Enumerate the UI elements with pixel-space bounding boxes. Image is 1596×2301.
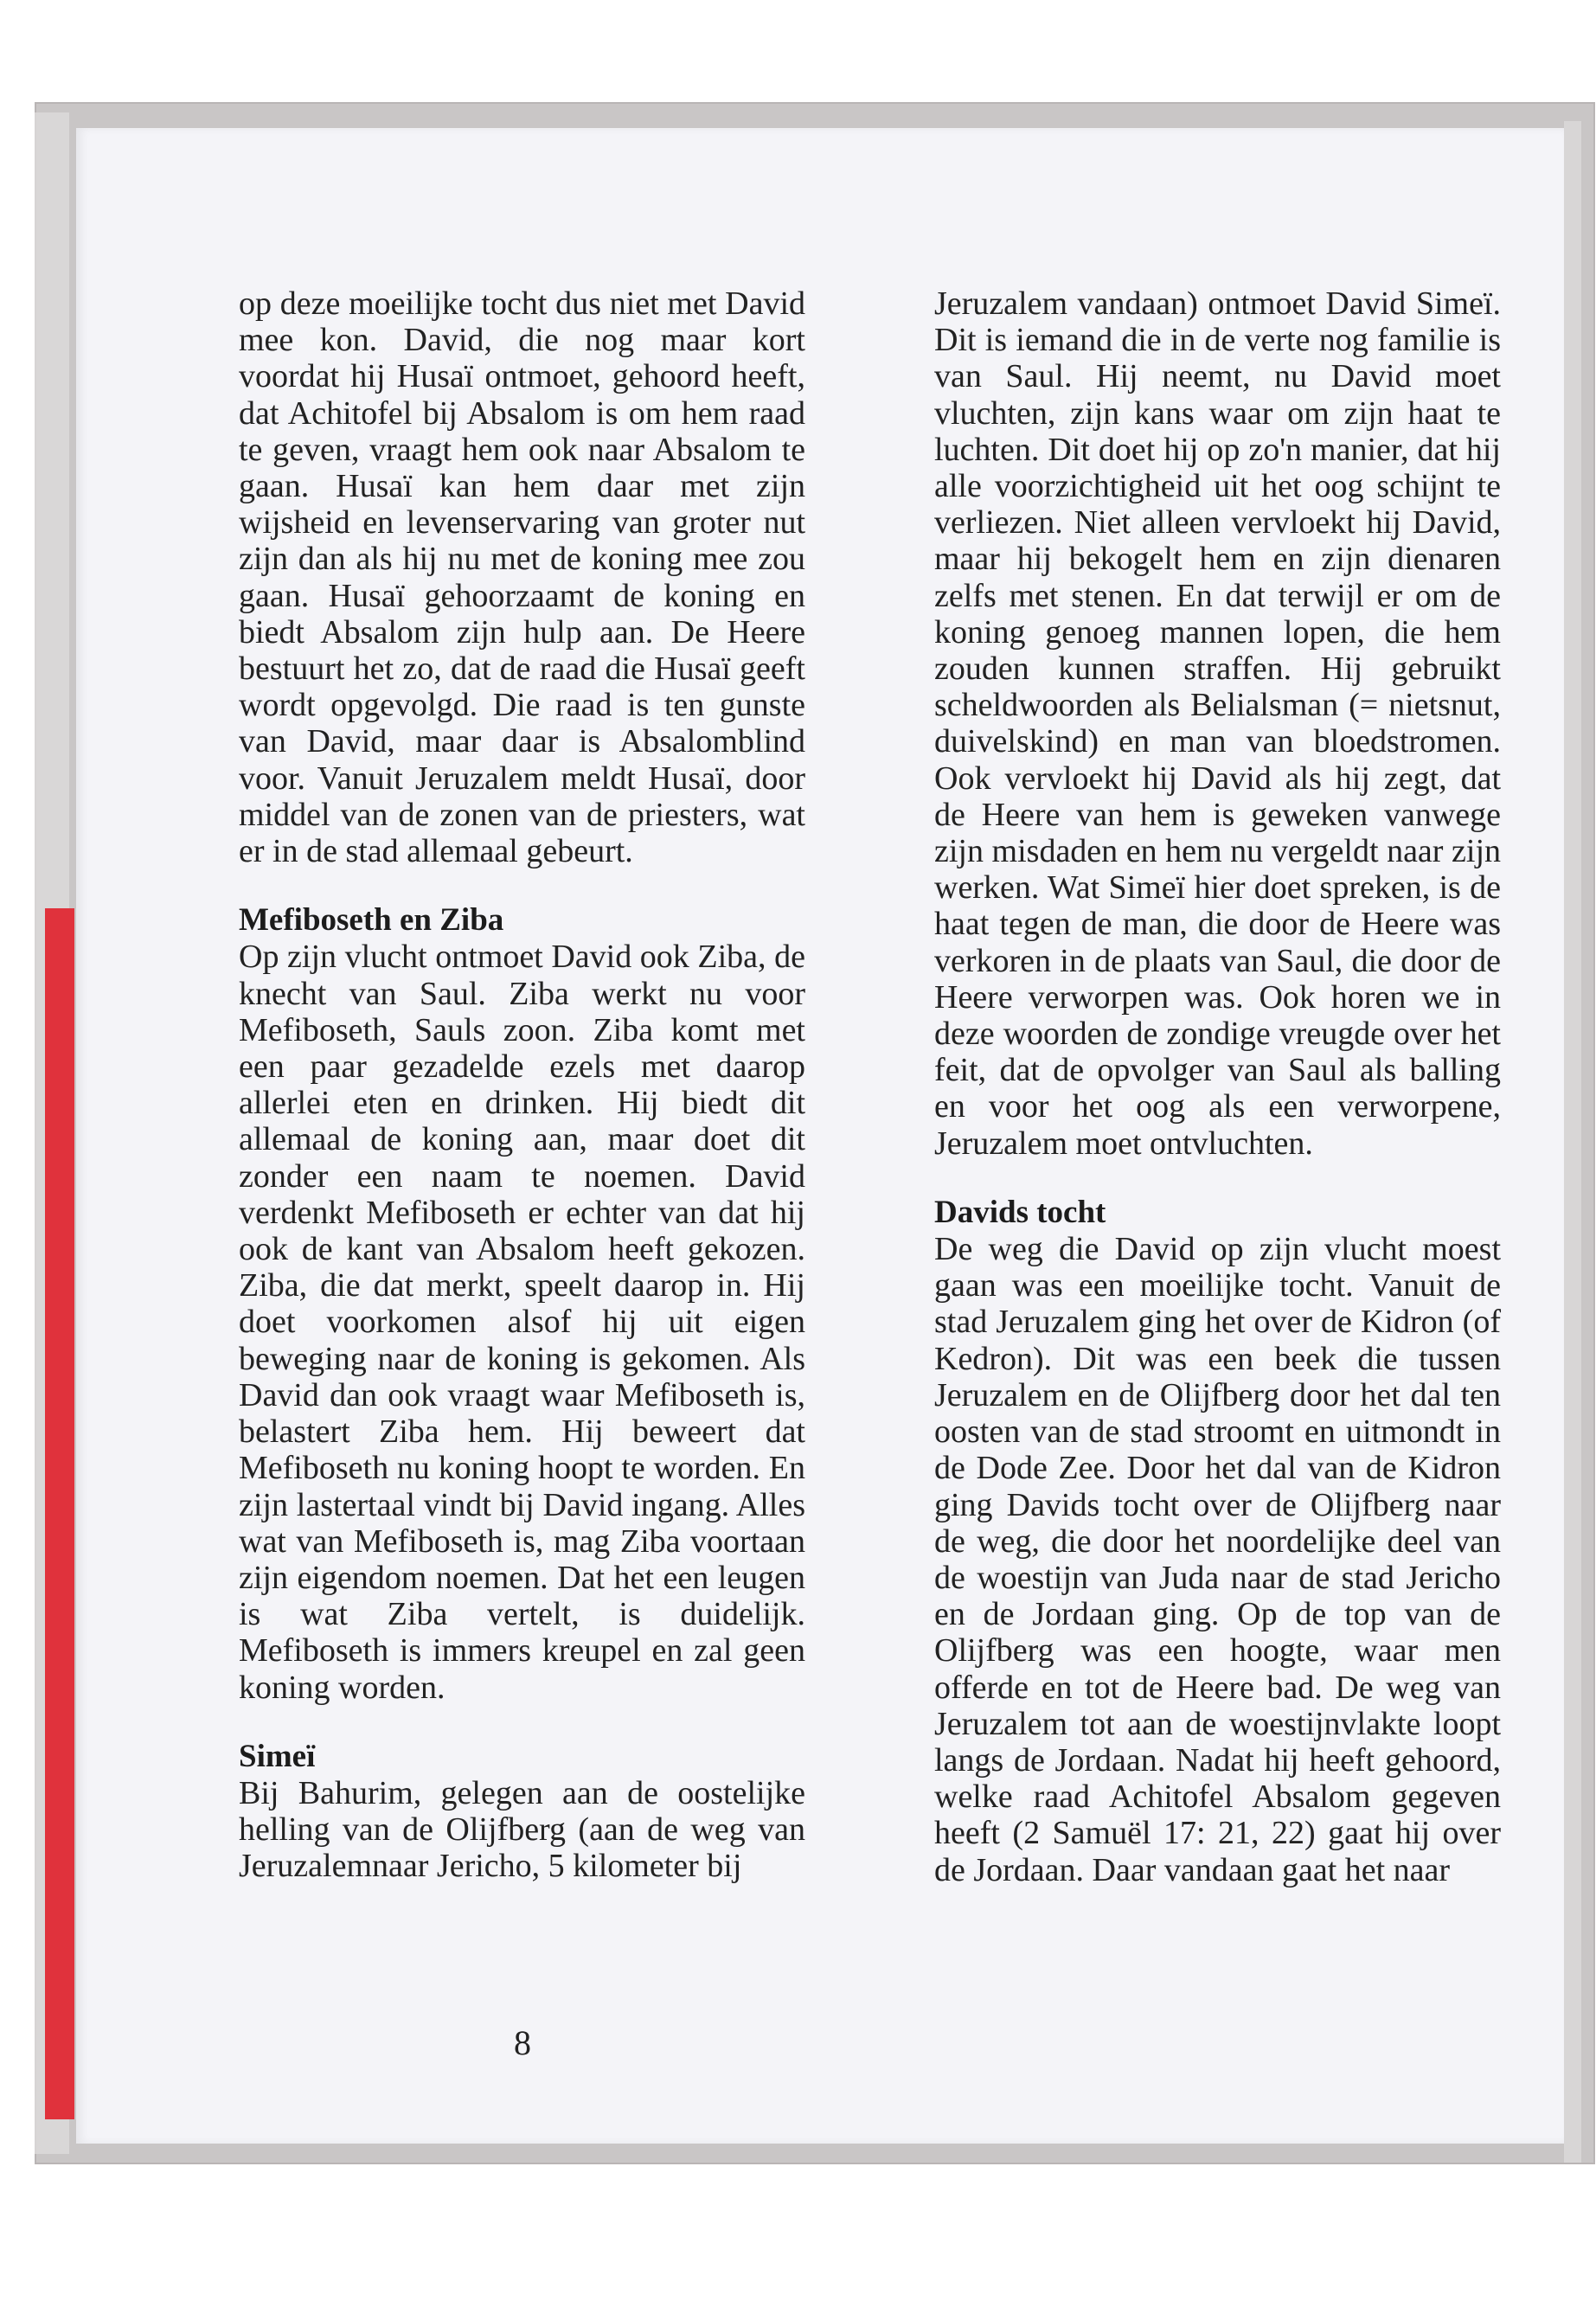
page-edge xyxy=(1564,121,1581,2163)
heading-simei: Simeï xyxy=(239,1738,316,1774)
page-number: 8 xyxy=(514,2023,531,2062)
heading-davids-tocht: Davids tocht xyxy=(934,1194,1106,1230)
left-intro-paragraph: op deze moeilijke tocht dus niet met David mee kon. David, die nog maar kort voordat hij Husaï ontmoet, gehoord heeft, dat Achitofel bij Absalom is om hem raad te geven, vraagt hem ook naar Absalom te gaan. Husaï kan hem daar met zijn wijsheid en levenservaring van groter nut zijn dan als hij nu met de koning mee zou gaan. Husaï gehoorzaamt de koning en biedt Absalom zijn hulp aan. De Heere bestuurt het zo, dat de raad die Husaï geeft wordt opgevolgd. Die raad is ten gunste van David, maar daar is Absalomblind voor. Vanuit Jeruzalem meldt Husaï, door middel van de zonen van de priesters, wat er in de stad allemaal gebeurt. xyxy=(239,285,805,870)
davids-tocht-paragraph: De weg die David op zijn vlucht moest gaan was een moeilijke tocht. Vanuit de stad Jeruzalem ging het over de Kidron (of Kedron). Dit was een beek die tussen Jeruzalem en de Olijfberg door het dal ten oosten van de stad stroomt en uitmondt in de Dode Zee. Door het dal van de Kidron ging Davids tocht over de Olijfberg naar de weg, die door het noordelijke deel van de woestijn van Juda naar de stad Jericho en de Jordaan ging. Op de top van de Olijfberg was een hoogte, waar men offerde en tot de Heere bad. De weg van Jeruzalem tot aan de woestijnvlakte loopt langs de Jordaan. Nadat hij heeft gehoord, welke raad Achitofel Absalom gegeven heeft (2 Samuël 17: 21, 22) gaat hij over de Jordaan. Daar vandaan gaat het naar xyxy=(934,1231,1501,1888)
left-column xyxy=(239,285,805,1885)
mefiboseth-paragraph: Op zijn vlucht ontmoet David ook Ziba, de knecht van Saul. Ziba werkt nu voor Mefiboseth, Sauls zoon. Ziba komt met een paar gezadelde ezels met daarop allerlei eten en drinken. Hij biedt dit allemaal de koning aan, maar doet dit zonder een naam te noemen. David verdenkt Mefiboseth er echter van dat hij ook de kant van Absalom heeft gekozen. Ziba, die dat merkt, speelt daarop in. Hij doet voorkomen alsof hij uit eigen beweging naar de koning is gekomen. Als David dan ook vraagt waar Mefiboseth is, belastert Ziba hem. Hij beweert dat Mefiboseth nu koning hoopt te worden. En zijn lastertaal vindt bij David ingang. Alles wat van Mefiboseth is, mag Ziba voortaan zijn eigendom noemen. Dat het een leugen is wat Ziba vertelt, is duidelijk. Mefiboseth is immers kreupel en zal geen koning worden. xyxy=(239,939,805,1706)
right-intro-paragraph: Jeruzalem vandaan) ontmoet David Simeï. Dit is iemand die in de verte nog familie is van Saul. Hij neemt, nu David moet vluchten, zijn kans waar om zijn haat te luchten. Dit doet hij op zo'n manier, dat hij alle voorzichtigheid uit het oog schijnt te verliezen. Niet alleen vervloekt hij David, maar hij bekogelt hem en zijn dienaren zelfs met stenen. En dat terwijl er om de koning genoeg mannen lopen, die hem zouden kunnen straffen. Hij gebruikt scheldwoorden als Belialsman (= nietsnut, duivelskind) en man van bloedstromen. Ook vervloekt hij David als hij zegt, dat de Heere van hem is geweken vanwege zijn misdaden en hem nu vergeldt naar zijn werken. Wat Simeï hier doet spreken, is de haat tegen de man, die door de Heere was verkoren in de plaats van Saul, die door de Heere verworpen was. Ook horen we in deze woorden de zondige vreugde over het feit, dat de opvolger van Saul als balling en voor het oog als een verworpene, Jeruzalem moet ontvluchten. xyxy=(934,285,1501,1162)
right-column xyxy=(934,285,1501,1888)
simei-paragraph: Bij Bahurim, gelegen aan de oostelijke helling van de Olijfberg (aan de weg van Jeruzalemnaar Jericho, 5 kilometer bij xyxy=(239,1774,805,1885)
heading-mefiboseth-en-ziba: Mefiboseth en Ziba xyxy=(239,902,504,939)
red-spine-edge xyxy=(45,908,74,2119)
